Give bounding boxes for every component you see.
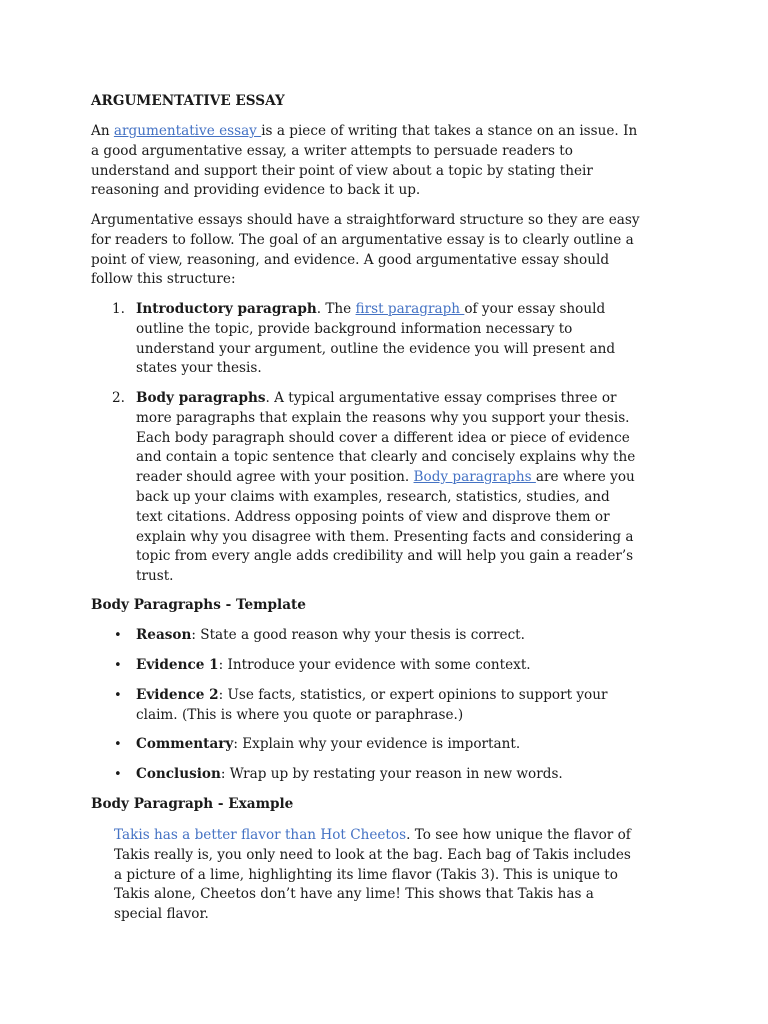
text-line: Body paragraphs. A typical argumentative essay comprises three or (136, 390, 617, 406)
list-item-conclusion: Conclusion: Wrap up by restating your reason in new words. (136, 766, 563, 782)
list-item-introductory: Introductory paragraph. The first paragraph of your essay should outline the topic, provide background information necessary to understand your argument, outline the evidence you will present and states your thesis. (136, 300, 696, 379)
topic-sentence: Takis has a better flavor than Hot Cheetos (114, 827, 407, 843)
example-heading: Body Paragraph - Example (91, 796, 294, 812)
structure-paragraph: Argumentative essays should have a straightforward structure so they are easy for readers to follow. The goal of an argumentative essay is to clearly outline a point of view, reasoning, and evidence. A good argumentative essay should follow this structure: (91, 212, 640, 288)
page-title: ARGUMENTATIVE ESSAY (91, 93, 285, 109)
text-line: An argumentative essay is a piece of writing that takes a stance on an issue. In (91, 123, 638, 139)
bullet-icon: • (114, 688, 122, 703)
bullet-icon: • (114, 737, 122, 752)
list-number: 2. (112, 390, 125, 406)
list-item-reason: Reason: State a good reason why your thesis is correct. (136, 627, 525, 643)
intro-paragraph: An argumentative essay is a piece of writing that takes a stance on an issue. In a good argumentative essay, a writer attempts to persuade readers to understand and support their point of view about a topic by stating their reasoning and providing evidence to back it up. (91, 122, 691, 201)
argumentative-essay-link[interactable]: argumentative essay (113, 123, 262, 139)
list-item-body-paragraphs: Body paragraphs. A typical argumentative essay comprises three or more paragraphs that explain the reasons why you support your thesis. Each body paragraph should cover a different idea or piece of evidence and contain a topic sentence that clearly and concisely explains why the reader should agree with your position. Body paragraphs are where you back up your claims with examples, research, statistics, studies, and text citations. Address opposing points of view and disprove them or explain why you disagree with them. Presenting facts and considering a topic from every angle adds credibility and will help you gain a reader’s trust. (136, 389, 696, 587)
text-line: reader should agree with your position. Body paragraphs are where you (136, 469, 635, 486)
first-paragraph-link[interactable]: first paragraph (355, 301, 465, 317)
bullet-icon: • (114, 628, 122, 643)
body-paragraphs-link[interactable]: Body paragraphs (413, 469, 536, 486)
text-line: Introductory paragraph. The first paragraph of your essay should (136, 301, 606, 317)
example-paragraph: Takis has a better flavor than Hot Cheetos. To see how unique the flavor of Takis really is, you only need to look at the bag. Each bag of Takis includes a picture of a lime, highlighting its lime flavor (Takis 3). This is unique to Takis alone, Cheetos don’t have any lime! This shows that Takis has a special flavor. (114, 827, 631, 923)
list-number: 1. (112, 301, 125, 317)
template-heading: Body Paragraphs - Template (91, 597, 306, 613)
list-item-commentary: Commentary: Explain why your evidence is important. (136, 736, 521, 752)
bullet-icon: • (114, 767, 122, 782)
list-item-evidence-2: Evidence 2: Use facts, statistics, or expert opinions to support your claim. (This is where you quote or paraphrase.) (136, 687, 608, 723)
bullet-icon: • (114, 658, 122, 673)
list-item-evidence-1: Evidence 1: Introduce your evidence with some context. (136, 657, 531, 673)
